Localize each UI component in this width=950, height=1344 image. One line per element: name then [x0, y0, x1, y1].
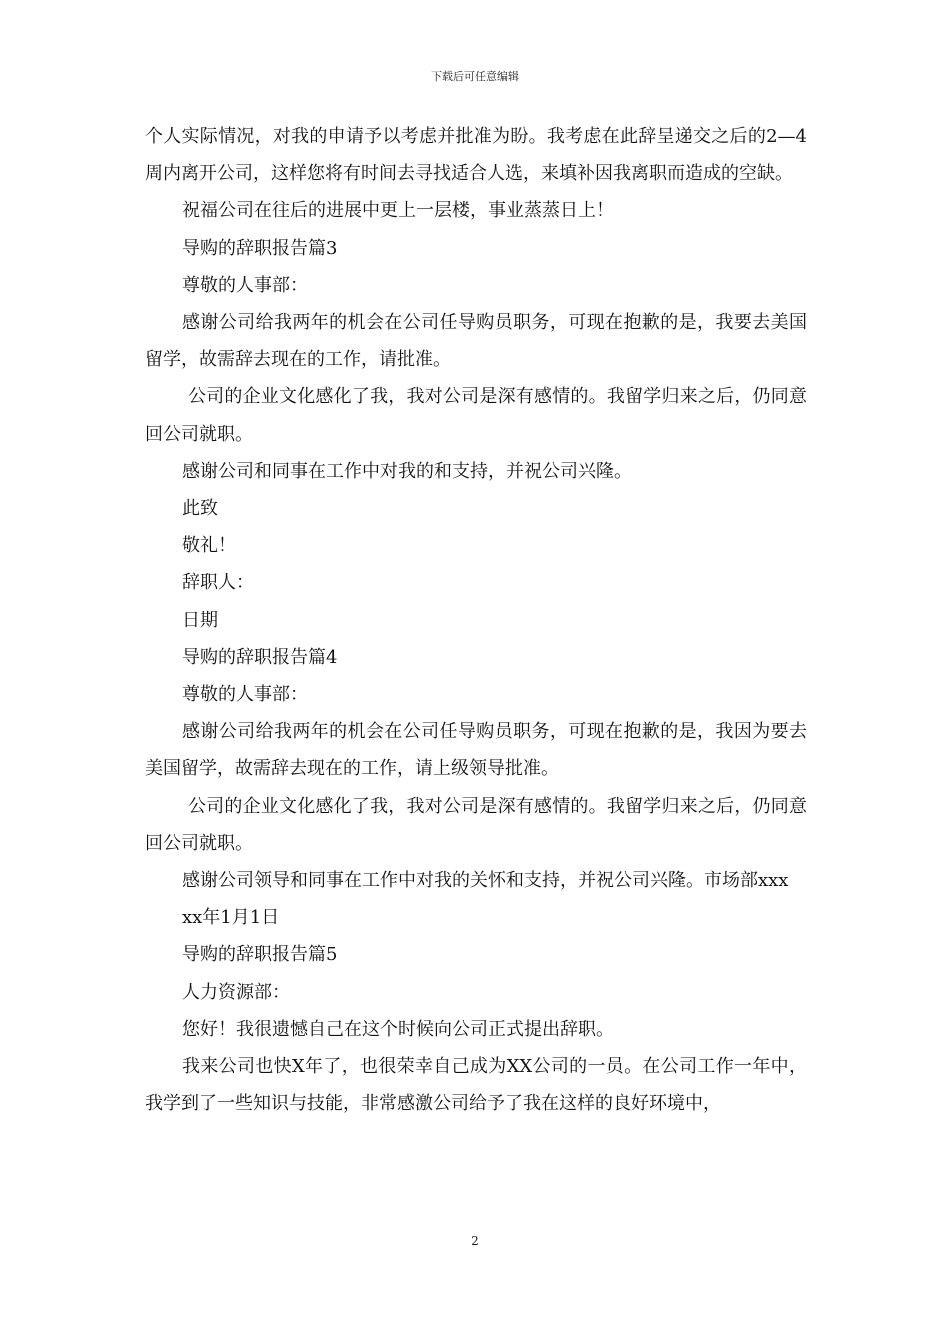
signature-line: 辞职人：	[182, 572, 254, 594]
paragraph: 公司的企业文化感化了我，我对公司是深有感情的。我留学归来之后，仍同意回公司就职。	[145, 795, 807, 854]
paragraph: 感谢公司和同事在工作中对我的和支持，并祝公司兴隆。	[182, 460, 632, 482]
closing-line: 此致	[182, 498, 218, 520]
paragraph: 感谢公司给我两年的机会在公司任导购员职务，可现在抱歉的是，我要去美国留学，故需辞去现在的工作，请批准。	[145, 312, 807, 371]
paragraph: 个人实际情况，对我的申请予以考虑并批准为盼。我考虑在此辞呈递交之后的2—4周内离开公司，这样您将有时间去寻找适合人选，来填补因我离职而造成的空缺。	[145, 126, 807, 185]
paragraph: 感谢公司领导和同事在工作中对我的关怀和支持，并祝公司兴隆。市场部xxx	[182, 870, 789, 892]
paragraph: 您好！我很遗憾自己在这个时候向公司正式提出辞职。	[182, 1018, 614, 1040]
salutation: 尊敬的人事部：	[182, 684, 308, 706]
section-heading: 导购的辞职报告篇5	[182, 944, 338, 966]
salutation: 人力资源部：	[182, 981, 290, 1003]
date-line: 日期	[182, 609, 218, 631]
header-note: 下载后可任意编辑	[431, 70, 519, 83]
date-line: xx年1月1日	[182, 907, 280, 929]
closing-line: 敬礼！	[182, 535, 236, 557]
paragraph: 公司的企业文化感化了我，我对公司是深有感情的。我留学归来之后，仍同意回公司就职。	[145, 386, 807, 445]
salutation: 尊敬的人事部：	[182, 274, 308, 296]
paragraph: 感谢公司给我两年的机会在公司任导购员职务，可现在抱歉的是，我因为要去美国留学，故需辞去现在的工作，请上级领导批准。	[145, 721, 807, 780]
paragraph: 祝福公司在往后的进展中更上一层楼，事业蒸蒸日上！	[182, 200, 614, 222]
paragraph: 我来公司也快X年了，也很荣幸自己成为XX公司的一员。在公司工作一年中，我学到了一些知识与技能，非常感激公司给予了我在这样的良好环境中，	[145, 1056, 807, 1115]
page-number: 2	[471, 1234, 479, 1248]
document-body	[145, 118, 807, 1122]
section-heading: 导购的辞职报告篇4	[182, 646, 338, 668]
section-heading: 导购的辞职报告篇3	[182, 237, 338, 259]
